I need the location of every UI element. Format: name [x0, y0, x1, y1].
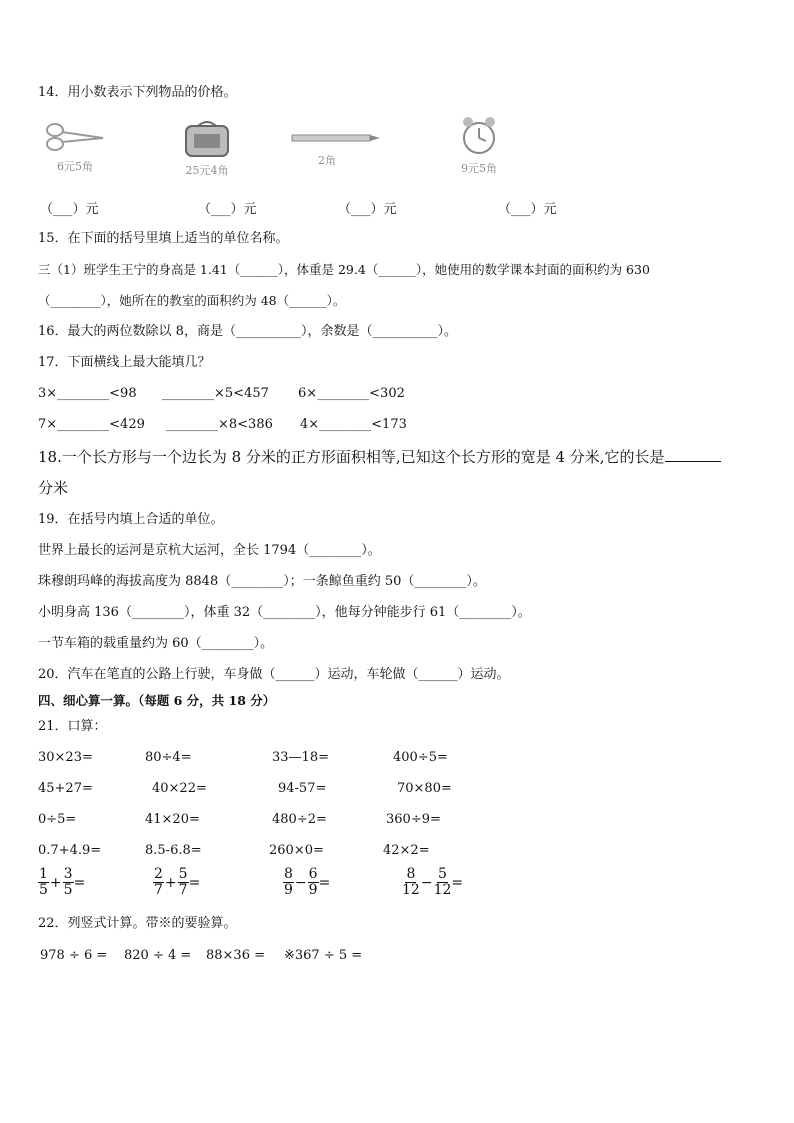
scissors-icon: [43, 120, 107, 154]
fraction: 2 7: [154, 866, 163, 898]
answer-blank[interactable]: （___）元: [338, 202, 397, 217]
q19-line4: 一节车箱的载重量约为 60（________）。: [38, 636, 274, 651]
schoolbag-item: [172, 120, 242, 178]
q20-text: 20．汽车在笔直的公路上行驶，车身做（______）运动，车轮做（______）运动。: [38, 667, 510, 682]
oral-calc-item: 400÷5=: [393, 750, 448, 765]
price-label: 9元5角: [461, 162, 497, 175]
pencil-icon: [290, 128, 382, 148]
fraction: 1 5: [39, 866, 48, 898]
clock-item: [448, 114, 510, 176]
price-label: 2角: [318, 154, 336, 167]
fraction-expression: 8 12 − $\frac{5}{12}$ =: [402, 866, 464, 898]
q19-line2: 珠穆朗玛峰的海拔高度为 8848（________）；一条鲸鱼重约 50（________）。: [38, 574, 486, 589]
section-title: 四、细心算一算。（每题 6 分，共 18 分）: [38, 693, 276, 708]
oral-calc-item: 94-57=: [278, 781, 327, 796]
oral-calc-item: 30×23=: [38, 750, 93, 765]
fraction: 8 12: [402, 866, 420, 898]
q17-title: 17．下面横线上最大能填几？: [38, 355, 211, 370]
fraction-expression: 2 7 + $\frac{5}{7}$ =: [154, 866, 201, 898]
answer-blank[interactable]: （___）元: [198, 202, 257, 217]
oral-calc-item: 480÷2=: [272, 812, 327, 827]
q15-line1: 三（1）班学生王宁的身高是 1.41（______），体重是 29.4（______），她使用的数学课本封面的面积约为 630: [38, 262, 650, 277]
q19-title: 19．在括号内填上合适的单位。: [38, 512, 224, 527]
answer-line[interactable]: [665, 449, 721, 462]
q14-title: 14．用小数表示下列物品的价格。: [38, 85, 237, 100]
oral-calc-item: 40×22=: [152, 781, 207, 796]
q17-item: 7×________<429: [38, 417, 145, 432]
q18-line1: [38, 448, 721, 466]
q17-item: ________×8<386: [166, 417, 273, 432]
q18-text: 18.一个长方形与一个边长为 8 分米的正方形面积相等,已知这个长方形的宽是 4 分米,它的长是: [38, 448, 665, 466]
fraction: $\frac{3}{5}$: [63, 866, 73, 898]
oral-calc-item: 45+27=: [38, 781, 93, 796]
oral-calc-item: 0.7+4.9=: [38, 843, 102, 858]
fraction-expression: 8 9 − $\frac{6}{9}$ =: [284, 866, 331, 898]
oral-calc-item: 0÷5=: [38, 812, 77, 827]
answer-blank[interactable]: （___）元: [40, 202, 99, 217]
answer-blank[interactable]: （___）元: [498, 202, 557, 217]
q22-title: 22．列竖式计算。带※的要验算。: [38, 916, 237, 931]
q19-line3: 小明身高 136（________），体重 32（________），他每分钟能步行 61（________）。: [38, 605, 531, 620]
oral-calc-item: 8.5-6.8=: [145, 843, 202, 858]
oral-calc-item: 70×80=: [397, 781, 452, 796]
fraction: $\frac{6}{9}$: [308, 866, 318, 898]
scissors-item: [40, 120, 110, 174]
oral-calc-item: 41×20=: [145, 812, 200, 827]
pencil-item: [288, 128, 384, 168]
oral-calc-item: 360÷9=: [386, 812, 441, 827]
q15-line2: （________），她所在的教室的面积约为 48（______）。: [38, 293, 346, 308]
q19-line1: 世界上最长的运河是京杭大运河，全长 1794（________）。: [38, 543, 381, 558]
q17-item: ________×5<457: [162, 386, 269, 401]
schoolbag-icon: [180, 120, 234, 158]
q21-title: 21．口算：: [38, 719, 107, 734]
alarm-clock-icon: [459, 114, 499, 156]
fraction: $\frac{5}{7}$: [178, 866, 188, 898]
q17-item: 6×________<302: [298, 386, 405, 401]
q17-item: 4×________<173: [300, 417, 407, 432]
oral-calc-item: 80÷4=: [145, 750, 192, 765]
oral-calc-item: 42×2=: [383, 843, 430, 858]
oral-calc-item: 33—18=: [272, 750, 329, 765]
vertical-calc-item: ※367 ÷ 5 =: [284, 948, 363, 963]
vertical-calc-item: 88×36 =: [206, 948, 266, 963]
q18-line2: 分米: [38, 479, 69, 497]
price-label: 6元5角: [57, 160, 93, 173]
fraction-expression: 1 5 + $\frac{3}{5}$ =: [39, 866, 86, 898]
fraction: $\frac{5}{12}$: [433, 866, 452, 898]
vertical-calc-item: 978 ÷ 6 =: [40, 948, 108, 963]
oral-calc-item: 260×0=: [269, 843, 324, 858]
q17-item: 3×________<98: [38, 386, 137, 401]
q16-text: 16．最大的两位数除以 8，商是（__________），余数是（__________）。: [38, 324, 457, 339]
q15-title: 15．在下面的括号里填上适当的单位名称。: [38, 231, 289, 246]
vertical-calc-item: 820 ÷ 4 =: [124, 948, 192, 963]
fraction: 8 9: [284, 866, 293, 898]
price-label: 25元4角: [185, 164, 229, 177]
